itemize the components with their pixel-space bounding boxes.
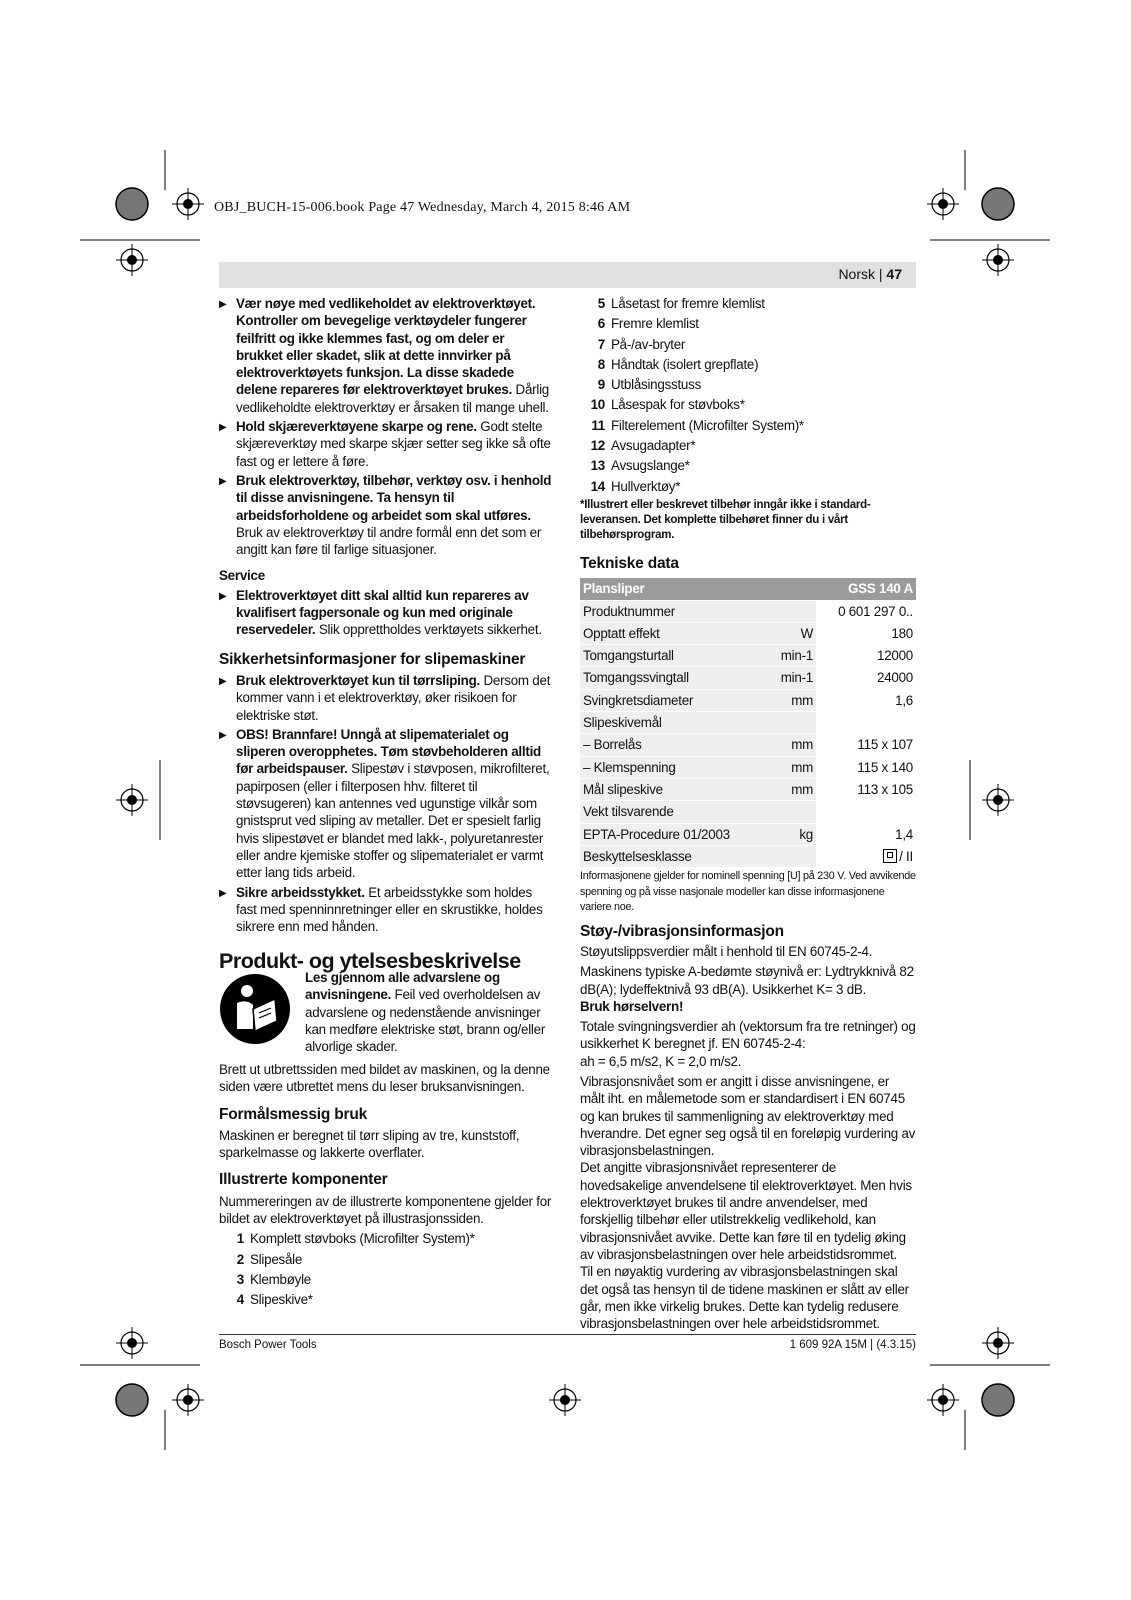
table-row: – Klemspenning mm 115 x 140 bbox=[580, 756, 916, 778]
components-title: Illustrerte komponenter bbox=[219, 1171, 388, 1189]
accessory-note: *Illustrert eller beskrevet tilbehør inngår ikke i standard-leveransen. Det komplette tilbehøret finner du i vårt tilbehørsprogram. bbox=[580, 498, 871, 541]
table-row: EPTA-Procedure 01/2003 kg 1,4 bbox=[580, 823, 916, 845]
list-item: 11 Filterelement (Microfilter System)* bbox=[591, 417, 804, 433]
table-row: Vekt tilsvarende bbox=[580, 801, 916, 823]
vibration-text-3: Til en nøyaktig vurdering av vibrasjonsbelastningen skal det også tas hensyn til de tidene maskinen er slått av eller går, men ikke virkelig brukes. Dette kan tydelig redusere vibrasjonsbelastningen over hele arbeidstidsrommet. bbox=[580, 1264, 909, 1332]
noise-levels: Maskinens typiske A-bedømte støynivå er: Lydtrykknivå 82 dB(A); lydeffektnivå 93 dB(A). Usikkerhet K= 3 dB. bbox=[580, 964, 914, 997]
bullet-secure-workpiece: ▶ Sikre arbeidsstykket. Et arbeidsstykke som holdes fast med spenninnretninger eller en skrustikke, holdes sikrere enn med hånden. bbox=[219, 884, 554, 936]
bullet-dry-sanding: ▶ Bruk elektroverktøyet kun til tørrsliping. Dersom det kommer vann i et elektroverktøy, øker risikoen for elektriske støt. bbox=[219, 672, 554, 724]
intro-warning: Les gjennom alle advarslene og anvisningene. Feil ved overholdelsen av advarslene og nedenstående anvisninger kan medføre elektriske støt, brann og/eller alvorlige skader. bbox=[305, 970, 546, 1055]
page-number: 47 bbox=[886, 266, 902, 282]
vibration-intro: Totale svingningsverdier ah (vektorsum fra tre retninger) og usikkerhet K beregnet jf. EN 60745-2-4: bbox=[580, 1019, 916, 1052]
bullet-fire-hazard: ▶ OBS! Brannfare! Unngå at slipematerialet og sliperen overopphetes. Tøm støvbeholderen alltid før arbeidspauser. Slipestøv i støvposen, mikrofilteret, papirposen (eller i filterposen hhv. filteret til støvsugeren) kan antennes ved ugunstige vilkår som gnistsprut ved sliping av metaller. Det er spesielt farlig hvis slipestøvet er blandet med lakk-, polyuretanrester eller andre kjemiske stoffer og slipematerialet er varmt etter lang tids arbeid. bbox=[219, 726, 554, 882]
bullet-maintenance: ▶ Vær nøye med vedlikeholdet av elektroverktøyet. Kontroller om bevegelige verktøydeler fungerer feilfritt og ikke klemmes fast, og om deler er brukket eller skadet, slik at dette innvirker på elektroverktøyets funksjon. La disse skadede delene repareres før elektroverktøyet brukes. Dårlig vedlikeholdte elektroverktøy er årsaken til mange uhell. bbox=[219, 295, 554, 416]
header-language: Norsk bbox=[838, 266, 875, 282]
table-row: Slipeskivemål bbox=[580, 712, 916, 734]
tech-title: Tekniske data bbox=[580, 554, 679, 572]
hearing-protection: Bruk hørselvern! bbox=[580, 998, 684, 1014]
noise-title: Støy-/vibrasjonsinformasjon bbox=[580, 922, 784, 940]
bullet-cutting-tools: ▶ Hold skjæreverktøyene skarpe og rene. Godt stelte skjæreverktøy med skarpe skjær setter seg ikke så ofte fast og er lettere å føre. bbox=[219, 418, 554, 470]
list-item: 5 Låsetast for fremre klemlist bbox=[597, 296, 765, 311]
fold-text: Brett ut utbrettssiden med bildet av maskinen, og la denne siden være utbrettet mens du leser bruksanvisningen. bbox=[219, 1062, 550, 1095]
list-item: 14 Hullverktøy* bbox=[590, 478, 681, 494]
components-text: Nummereringen av de illustrerte komponentene gjelder for bildet av elektroverktøyet på illustrasjonssiden. bbox=[219, 1193, 552, 1227]
safety-title: Sikkerhetsinformasjoner for slipemaskiner bbox=[219, 650, 526, 668]
right-column bbox=[580, 295, 916, 1332]
list-item: 7 På-/av-bryter bbox=[597, 336, 686, 352]
tech-table bbox=[580, 578, 916, 868]
read-manual-icon bbox=[219, 973, 291, 1045]
list-item: 10 Låsespak for støvboks* bbox=[590, 397, 745, 413]
purpose-title: Formålsmessig bruk bbox=[219, 1105, 368, 1123]
bullet-use-per-instructions: ▶ Bruk elektroverktøy, tilbehør, verktøy osv. i henhold til disse anvisningene. Ta hensyn til arbeidsforholdene og arbeidet som skal utføres. Bruk av elektroverktøy til andre formål enn det som er angitt kan føre til farlige situasjoner. bbox=[219, 472, 554, 558]
bullet-service: ▶ Elektroverktøyet ditt skal alltid kun repareres av kvalifisert fagpersonale og kun med originale reservedeler. Slik opprettholdes verktøyets sikkerhet. bbox=[219, 587, 554, 639]
page-footer bbox=[219, 1334, 916, 1351]
table-header: Plansliper GSS 140 A bbox=[580, 578, 916, 600]
components-list-right bbox=[580, 295, 916, 495]
purpose-text: Maskinen er beregnet til tørr sliping av tre, kunststoff, sparkelmasse og lakkerte overflater. bbox=[219, 1127, 520, 1161]
list-item: 4 Slipeskive* bbox=[236, 1292, 313, 1308]
table-row: Mål slipeskive mm 113 x 105 bbox=[580, 778, 916, 800]
list-item: 6 Fremre klemlist bbox=[597, 316, 699, 332]
product-title: Produkt- og ytelsesbeskrivelse bbox=[219, 949, 521, 974]
footer-brand: Bosch Power Tools bbox=[219, 1339, 317, 1351]
table-row: Svingkretsdiameter mm 1,6 bbox=[580, 689, 916, 711]
table-row: Tomgangssvingtall min-1 24000 bbox=[580, 667, 916, 689]
table-row: Opptatt effekt W 180 bbox=[580, 622, 916, 644]
list-item: 13 Avsugslange* bbox=[590, 458, 690, 474]
vibration-text-1: Vibrasjonsnivået som er angitt i disse anvisningene, er målt iht. en målemetode som er standardisert i EN 60745 og kan brukes til sammenligning av elektroverktøy med hverandre. Det egner seg også til en foreløpig vurdering av vibrasjonsbelastningen. bbox=[580, 1074, 916, 1159]
list-item: 9 Utblåsingsstuss bbox=[597, 377, 702, 393]
vibration-values: ah = 6,5 m/s2, K = 2,0 m/s2. bbox=[580, 1053, 742, 1069]
page-header: Norsk | 47 bbox=[219, 262, 916, 288]
list-item: 1 Komplett støvboks (Microfilter System)* bbox=[236, 1231, 475, 1247]
table-row: Beskyttelsesklasse / II bbox=[580, 845, 916, 867]
double-insulation-icon bbox=[883, 849, 897, 863]
list-item: 3 Klembøyle bbox=[236, 1271, 312, 1287]
components-list-left bbox=[219, 1230, 554, 1308]
service-title: Service bbox=[219, 568, 265, 584]
footer-code: 1 609 92A 15M | (4.3.15) bbox=[789, 1339, 916, 1351]
table-row: – Borrelås mm 115 x 107 bbox=[580, 734, 916, 756]
table-row: Produktnummer 0 601 297 0.. bbox=[580, 600, 916, 622]
table-note: Informasjonene gjelder for nominell spenning [U] på 230 V. Ved avvikende spenning og på visse nasjonale modeller kan disse informasjonene variere noe. bbox=[580, 870, 916, 914]
table-row: Tomgangsturtall min-1 12000 bbox=[580, 645, 916, 667]
list-item: 12 Avsugadapter* bbox=[590, 438, 696, 454]
list-item: 2 Slipesåle bbox=[236, 1251, 303, 1267]
noise-standard: Støyutslippsverdier målt i henhold til EN 60745-2-4. bbox=[580, 943, 873, 959]
left-column-lower bbox=[219, 1061, 554, 1309]
vibration-text-2: Det angitte vibrasjonsnivået representerer de hovedsakelige anvendelsene til elektroverktøyet. Men hvis elektroverktøyet brukes til andre anvendelser, med forskjellig tilbehør eller utilstrekkelig vedlikehold, kan vibrasjonsnivået avvike. Dette kan føre til en tydelig øking av vibrasjonsbelastningen over hele arbeidstidsrommet. bbox=[580, 1160, 912, 1262]
book-line: OBJ_BUCH-15-006.book Page 47 Wednesday, March 4, 2015 8:46 AM bbox=[214, 200, 631, 215]
list-item: 8 Håndtak (isolert grepflate) bbox=[597, 356, 759, 372]
left-column bbox=[219, 295, 554, 974]
